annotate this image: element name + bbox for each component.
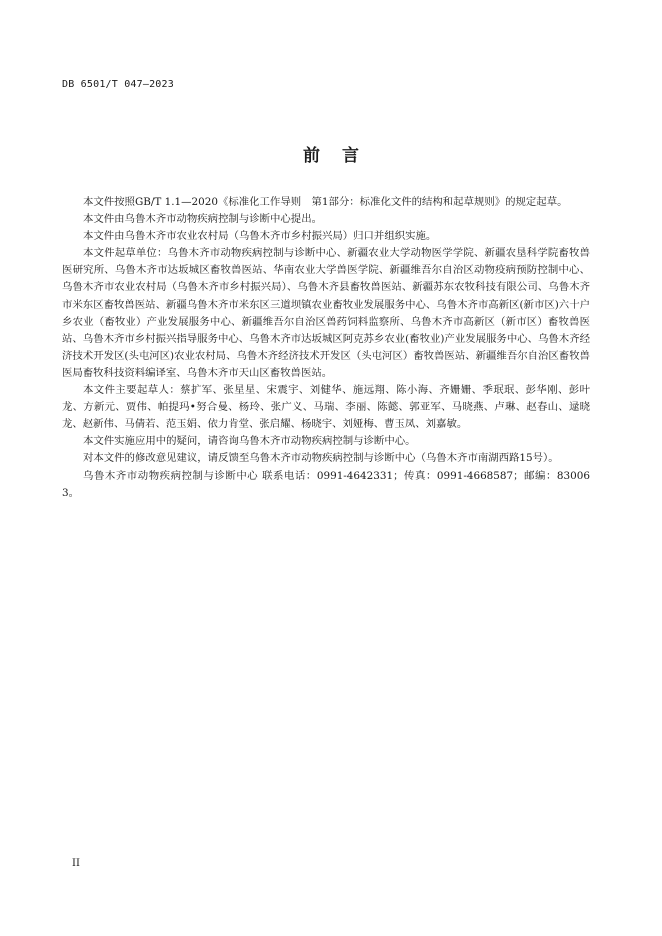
paragraph-administrator: 本文件由乌鲁木齐市农业农村局（乌鲁木齐市乡村振兴局）归口并组织实施。 [83, 230, 437, 243]
paragraph-feedback: 对本文件的修改意见建议，请反馈至乌鲁木齐市动物疾病控制与诊断中心（乌鲁木齐市南湖西路15号）。 [83, 452, 559, 465]
paragraph-drafting-rules: 本文件按照GB/T 1.1—2020《标准化工作导则 第1部分：标准化文件的结构和起草规则》的规定起草。 [83, 196, 568, 208]
paragraph-drafters: 本文件主要起草人：蔡扩军、张星星、宋震宇、刘健华、施远翔、陈小海、齐姗姗、季珉珉、彭华刚、彭叶龙、方新元、贾伟、帕提玛•努合曼、杨玲、张广义、马瑞、李丽、陈懿、郭亚军、马晓燕、卢琳、赵春山、逯晓龙、赵新伟、马倩若、范玉娟、依力肯堂、张启耀、杨晓宇、刘娅梅、曹玉凤、刘嘉敏。 [62, 384, 590, 431]
paragraph-drafting-units: 本文件起草单位：乌鲁木齐市动物疾病控制与诊断中心、新疆农业大学动物医学学院、新疆农垦科学院畜牧兽医研究所、乌鲁木齐市达坂城区畜牧兽医站、华南农业大学兽医学院、新疆维吾尔自治区动物疫病预防控制中心、乌鲁木齐市农业农村局（乌鲁木齐市乡村振兴局）、乌鲁木齐县畜牧兽医站、新疆苏东农牧科技有限公司、乌鲁木齐市米东区畜牧兽医站、新疆乌鲁木齐市米东区三道坝镇农业畜牧业发展服务中心、乌鲁木齐市高新区(新市区)六十户乡农业（畜牧业）产业发展服务中心、新疆维吾尔自治区兽药饲料监察所、乌鲁木齐市高新区（新市区）畜牧兽医站、乌鲁木齐市乡村振兴指导服务中心、乌鲁木齐市达坂城区阿克苏乡农业(畜牧业)产业发展服务中心、乌鲁木齐经济技术开发区(头屯河区)农业农村局、乌鲁木齐经济技术开发区（头屯河区）畜牧兽医站、新疆维吾尔自治区畜牧兽医局畜牧科技资料编译室、乌鲁木齐市天山区畜牧兽医站。 [62, 247, 590, 379]
paragraph-proposer: 本文件由乌鲁木齐市动物疾病控制与诊断中心提出。 [83, 213, 322, 226]
paragraph-consultation: 本文件实施应用中的疑问，请咨询乌鲁木齐市动物疾病控制与诊断中心。 [83, 435, 416, 448]
page-title: 前言 [303, 146, 381, 166]
page-number: II [72, 858, 80, 869]
document-code: DB 6501/T 047—2023 [62, 79, 174, 90]
paragraph-contact: 乌鲁木齐市动物疾病控制与诊断中心 联系电话：0991-4642331；传真：0991-4668587；邮编：830063。 [62, 469, 590, 499]
foreword-body [62, 194, 590, 502]
